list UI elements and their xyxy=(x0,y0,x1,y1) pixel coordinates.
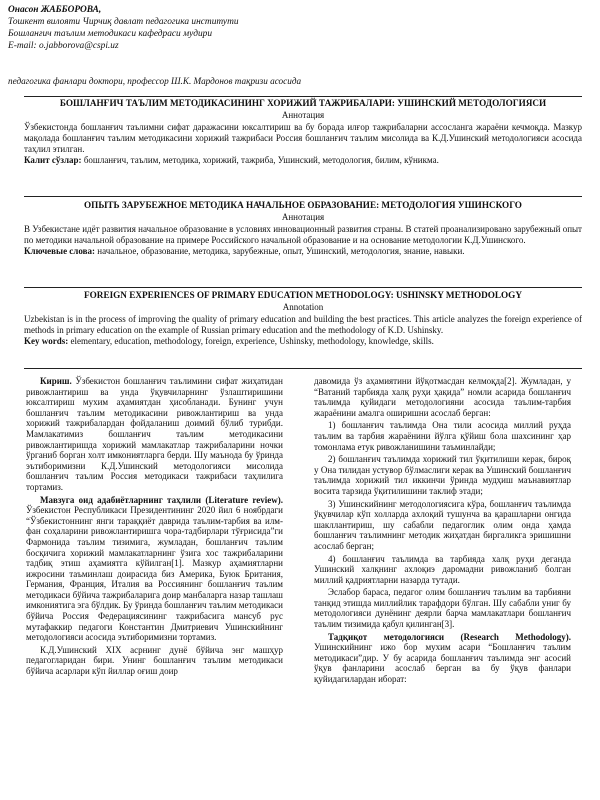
author-name: Онасон ЖАББОРОВА, xyxy=(8,5,102,15)
section-divider xyxy=(24,96,582,97)
body-column-left xyxy=(26,376,283,679)
keywords-label: Калит сўзлар: xyxy=(24,155,82,165)
abstract-uzbek xyxy=(24,98,582,166)
abstract-text: В Узбекистане идёт развития начальное образование в условиях инновационный развития страны. В статей проанализировано зарубежный опыт по методики начальной образование на примере Российского начальной образование и на основание методологии К.Д.Ушинского. xyxy=(24,224,582,245)
title-russian: ОПЫТЬ ЗАРУБЕЖНОЕ МЕТОДИКА НАЧАЛЬНОЕ ОБРАЗОВАНИЕ: МЕТОДОЛОГИЯ УШИНСКОГО xyxy=(84,200,522,210)
list-item: 4) бошланғич таълимда ва тарбияда халқ руҳи деганда Ушинский халқнинг ахлоқиэ даромадни ривожланиб болган миллий қадриятларни назарда тутади. xyxy=(314,553,571,585)
keywords-text: начальное, образование, методика, зарубежные, опыт, Ушинский, методология, знание, навыки. xyxy=(97,246,465,256)
author-affiliation: Тошкент вилояти Чирчиқ давлат педагогика институти xyxy=(8,17,239,27)
abstract-english xyxy=(24,290,582,347)
keywords-text: бошланғич, таълим, методика, хорижий, тажриба, Ушинский, методология, билим, кўникма. xyxy=(83,155,439,165)
method-text: Ушинскийнинг ижо бор мухим асари “Бошланғич таълим методикаси”дир. У бу асарида бошланғич таълимда энг асосий ўқув фанларини асослаб берган ва бу ўқув фанлари қуйидагилардан иборат: xyxy=(314,642,571,685)
author-email: E-mail: o.jabborova@cspi.uz xyxy=(8,41,119,51)
keywords-label: Ключевые слова: xyxy=(24,246,95,256)
abstract-text: Uzbekistan is in the process of improving the quality of primary education and building the best practices. This article analyzes the foreign experience of methods in primary education on the example of Russian primary education and the methodology of K.D. Ushinsky. xyxy=(24,314,582,335)
review-heading: Мавзуга оид адабиётларнинг таҳлили (Literature review). xyxy=(40,494,283,505)
review-paragraph xyxy=(26,495,283,643)
review-text: Ўзбекистон Республикаси Президентининг 2020 йил 6 ноябрдаги “Ўзбекистоннинг янги тараққиёт даврида таълим-тарбия ва илм-фан соҳаларини ривожлантиришга чора-тадбирлари тўғрисида”ги Фармонида таълим тизимига, жумладан, бошланғич таълим босқичига хорижий мамлакатларнинг ўзига хос тажрибаларини тадбиқ этиш аҳамиятга кўйилган[1]. Мазкур аҳамиятларни ижросини таъминлаш доирасида биз Америка, Буюк Британия, Германия, Франция, Италия ва Россиянинг бошланғич таълим методикаси бўйича тажрибаларига доир манбаларга назар ташлаш имкониятига эга бўлдик. Бу ўринда бошланғич таълим методикаси бўйича Россия Федерациясининг тажрибасига мансуб рус мутафаккир педагоги Константин Дмитриевич Ушинскийнинг методологияси асосида эътиборимизни тортамиз. xyxy=(26,505,283,643)
keywords xyxy=(24,336,582,347)
keywords xyxy=(24,246,582,257)
method-paragraph xyxy=(314,632,571,685)
abstract-text: Ўзбекистонда бошланғич таълимни сифат даражасини юксалтириш ва бу борада илғор тажрибаларни ассосланга жараёни кечмоқда. Мазкур мақолада бошланғич таълим методикасини хорижий тажрибаси Россия бошланғич таълим мисолида ва К.Д.Ушинский методологияси асосида таҳлил этилган. xyxy=(24,122,582,154)
body-paragraph: Эслабор бараса, педагог олим бошланғич таълим ва тарбияни танқид этишда миллийлик тарафдори бўлган. Шу сабабли униг бу методологияси дунёнинг деярли барча мамлакатлари бошланғич таълим тизимида қабул қилинган[3]. xyxy=(314,587,571,630)
keywords-text: elementary, education, methodology, foreign, experience, Ushinsky, methodology, knowledge, skills. xyxy=(70,336,434,346)
author-block xyxy=(8,4,568,52)
intro-text: Ўзбекистон бошланғич таълимини сифат жиҳатидан ривожлантириш ва унда ўқувчиларнинг ўзлаштиришини юксалтириш мухим аҳамиятдан ҳисобланади. Бунинг учун бошланғич таълим методикасини ривожлантириш ва унда хорижий тажрибалардан фойдаланиш доимий бўлиб турибди. Мамлакатимиз бошланғич таълим методикасини ривожлантиришда хорижий мамлакатлар тажрибаларини ночки ўрганиб борган холт имкониятларга берди. Шу маънода бу ўринда эътиборимизни К.Д.Ушинский методологияси мисолида бошланғич таълим Россия методикаси тажрибаси таҳлилига тортамиз. xyxy=(26,376,283,492)
annotation-label: Аннотация xyxy=(281,110,325,120)
method-heading: Тадқиқот методологияси (Research Methodology). xyxy=(328,631,571,642)
intro-heading: Кириш. xyxy=(40,376,72,386)
list-item: 1) бошланғич таълимда Она тили асосида миллий руҳда таълим ва тарбия жараёнини йўлга қўйиш бола шахсининг ҳар томонлама етук ривожланишини таъминлайди; xyxy=(314,420,571,452)
list-item: 2) бошланғич таълимда хорижий тил ўқитилиши керак, бироқ у Она тилидан устувор бўлмаслиги керак ва Ушинский бошланғич таълимда хорижий тил иккинчи ўринда мудҳиш маънавиятлар восита тарзида ўқитилишини таклиф этади; xyxy=(314,454,571,496)
title-english: FOREIGN EXPERIENCES OF PRIMARY EDUCATION METHODOLOGY: USHINSKY METHODOLOGY xyxy=(84,290,522,300)
keywords xyxy=(24,155,582,166)
reviewer-note: педагогика фанлари доктори, профессор Ш.К. Мардонов тақризи асосида xyxy=(8,76,302,86)
keywords-label: Key words: xyxy=(24,336,69,346)
body-paragraph: К.Д.Ушинский XIX асрнинг дунё бўйича энг машҳур педагогларидан бири. Унинг бошланғич таълим методикаси бўйича асарлари кўп йиллар оғиш доир xyxy=(26,644,283,677)
body-paragraph: давомида ўз аҳамиятини йўқотмасдан келмоқда[2]. Жумладан, у “Ватаний тарбияда халқ руҳи ҳақида” номли асарида бошланғич таълимда қуйидаги методологияни асосида таълим-тарбия жараёнини амалга оширишни асослаб берган: xyxy=(314,376,571,418)
section-divider xyxy=(24,196,582,197)
annotation-label: Annotation xyxy=(282,302,324,312)
section-divider xyxy=(24,368,582,369)
abstract-russian xyxy=(24,200,582,257)
intro-paragraph xyxy=(26,376,283,493)
annotation-label: Аннотация xyxy=(281,212,325,222)
author-position: Бошланғич таълим методикаси кафедраси мудири xyxy=(8,29,213,39)
list-item: 3) Ушинскийнинг методологиясига кўра, бошланғич таълимда ўқувчилар кўп холларда ахлоқий тушунча ва қарашларни онгида шакллантириш, шу сабабли педагоглик олим онда ҳамда бошланғич таълимнинг методик жиҳатдан биргаликга эришишни асослаб берган; xyxy=(314,498,571,551)
section-divider xyxy=(24,287,582,288)
title-uzbek: БОШЛАНҒИЧ ТАЪЛИМ МЕТОДИКАСИНИНГ ХОРИЖИЙ ТАЖРИБАЛАРИ: УШИНСКИЙ МЕТОДОЛОГИЯСИ xyxy=(59,98,547,108)
body-column-right xyxy=(314,376,571,687)
